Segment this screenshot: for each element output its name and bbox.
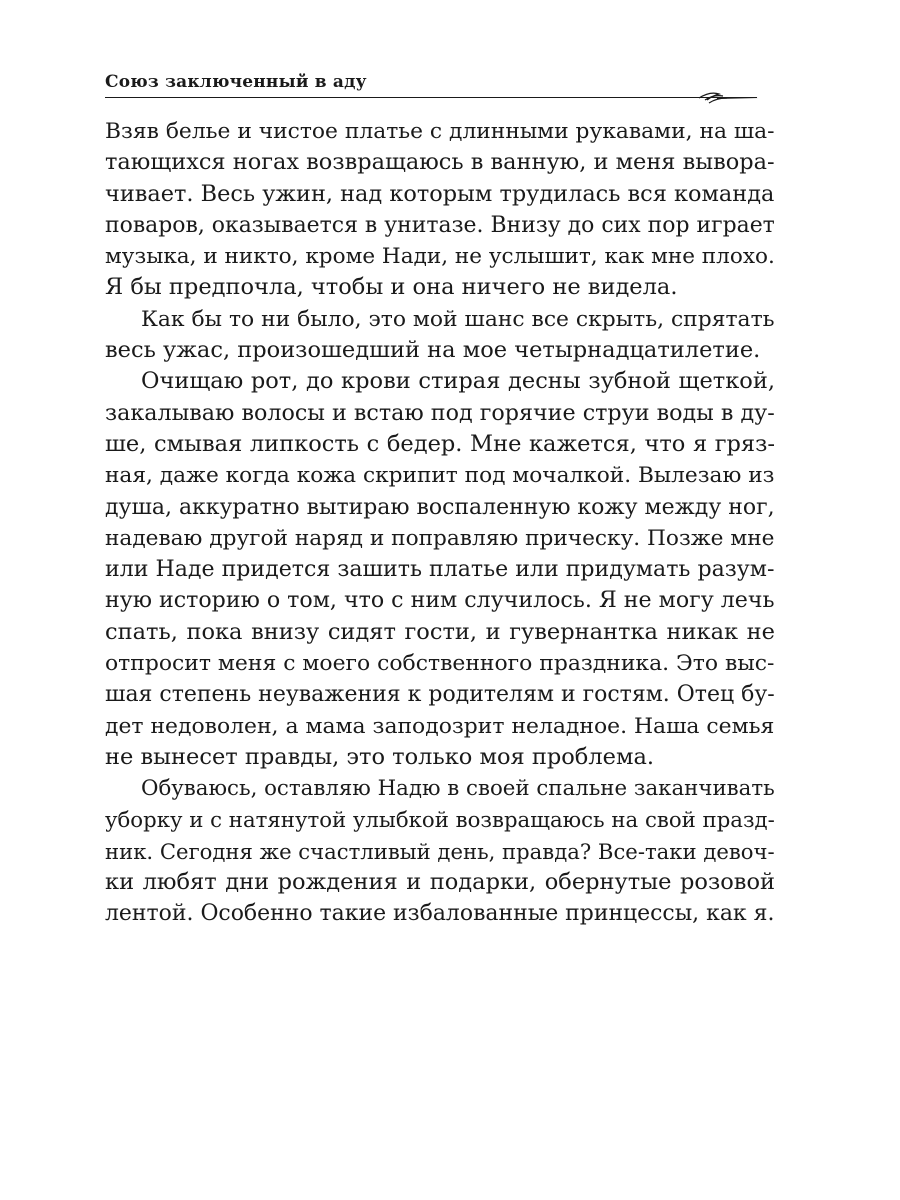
- header-rule: [105, 97, 757, 98]
- paragraph: [105, 116, 775, 304]
- text-line: уборку и с натянутой улыбкой возвращаюсь на свой празд-: [105, 807, 775, 833]
- text-line: весь ужас, произошедший на мое четырнадцатилетие.: [105, 337, 761, 364]
- text-line: чивает. Весь ужин, над которым трудилась вся команда: [105, 180, 775, 207]
- text-line: тающихся ногах возвращаюсь в ванную, и меня вывора-: [105, 149, 775, 176]
- text-line: Очищаю рот, до крови стирая десны зубной щеткой,: [141, 368, 775, 395]
- text-line: спать, пока внизу сидят гости, и гувернантка никак не: [105, 618, 775, 645]
- text-line: Обуваюсь, оставляю Надю в своей спальне заканчивать: [141, 776, 775, 802]
- text-line: ки любят дни рождения и подарки, обернутые розовой: [105, 869, 775, 896]
- text-line: или Наде придется зашить платье или придумать разум-: [105, 556, 775, 583]
- text-line: музыка, и никто, кроме Нади, не услышит, как мне плохо.: [105, 244, 775, 270]
- body-text: [105, 116, 775, 930]
- quill-pen-icon: [697, 84, 761, 108]
- paragraph: [105, 773, 775, 929]
- text-line: Я бы предпочла, чтобы и она ничего не видела.: [105, 274, 678, 301]
- text-line: ник. Сегодня же счастливый день, правда? Все-таки девоч-: [105, 838, 775, 864]
- text-line: не вынесет правды, это только моя проблема.: [105, 743, 655, 770]
- paragraph: [105, 366, 775, 773]
- running-title: Союз заключенный в аду: [105, 72, 367, 92]
- text-line: Как бы то ни было, это мой шанс все скрыть, спрятать: [141, 306, 775, 332]
- text-line: лентой. Особенно такие избалованные принцессы, как я.: [105, 901, 775, 927]
- text-line: отпросит меня с моего собственного праздника. Это выс-: [105, 651, 775, 677]
- text-line: дет недоволен, а мама заподозрит неладное. Наша семья: [105, 713, 775, 739]
- text-line: поваров, оказывается в унитазе. Внизу до сих пор играет: [105, 212, 775, 238]
- paragraph: [105, 304, 775, 367]
- text-line: надеваю другой наряд и поправляю прическу. Позже мне: [105, 525, 775, 551]
- text-line: шая степень неуважения к родителям и гостям. Отец бу-: [105, 682, 775, 708]
- text-line: ше, смывая липкость с бедер. Мне кажется, что я гряз-: [105, 430, 775, 457]
- text-line: ную историю о том, что с ним случилось. Я не могу лечь: [105, 587, 775, 614]
- text-line: ная, даже когда кожа скрипит под мочалкой. Вылезаю из: [105, 463, 775, 489]
- text-line: душа, аккуратно вытираю воспаленную кожу между ног,: [105, 494, 775, 520]
- text-line: закалываю волосы и встаю под горячие струи воды в ду-: [105, 399, 775, 426]
- text-line: Взяв белье и чистое платье с длинными рукавами, на ша-: [105, 119, 775, 144]
